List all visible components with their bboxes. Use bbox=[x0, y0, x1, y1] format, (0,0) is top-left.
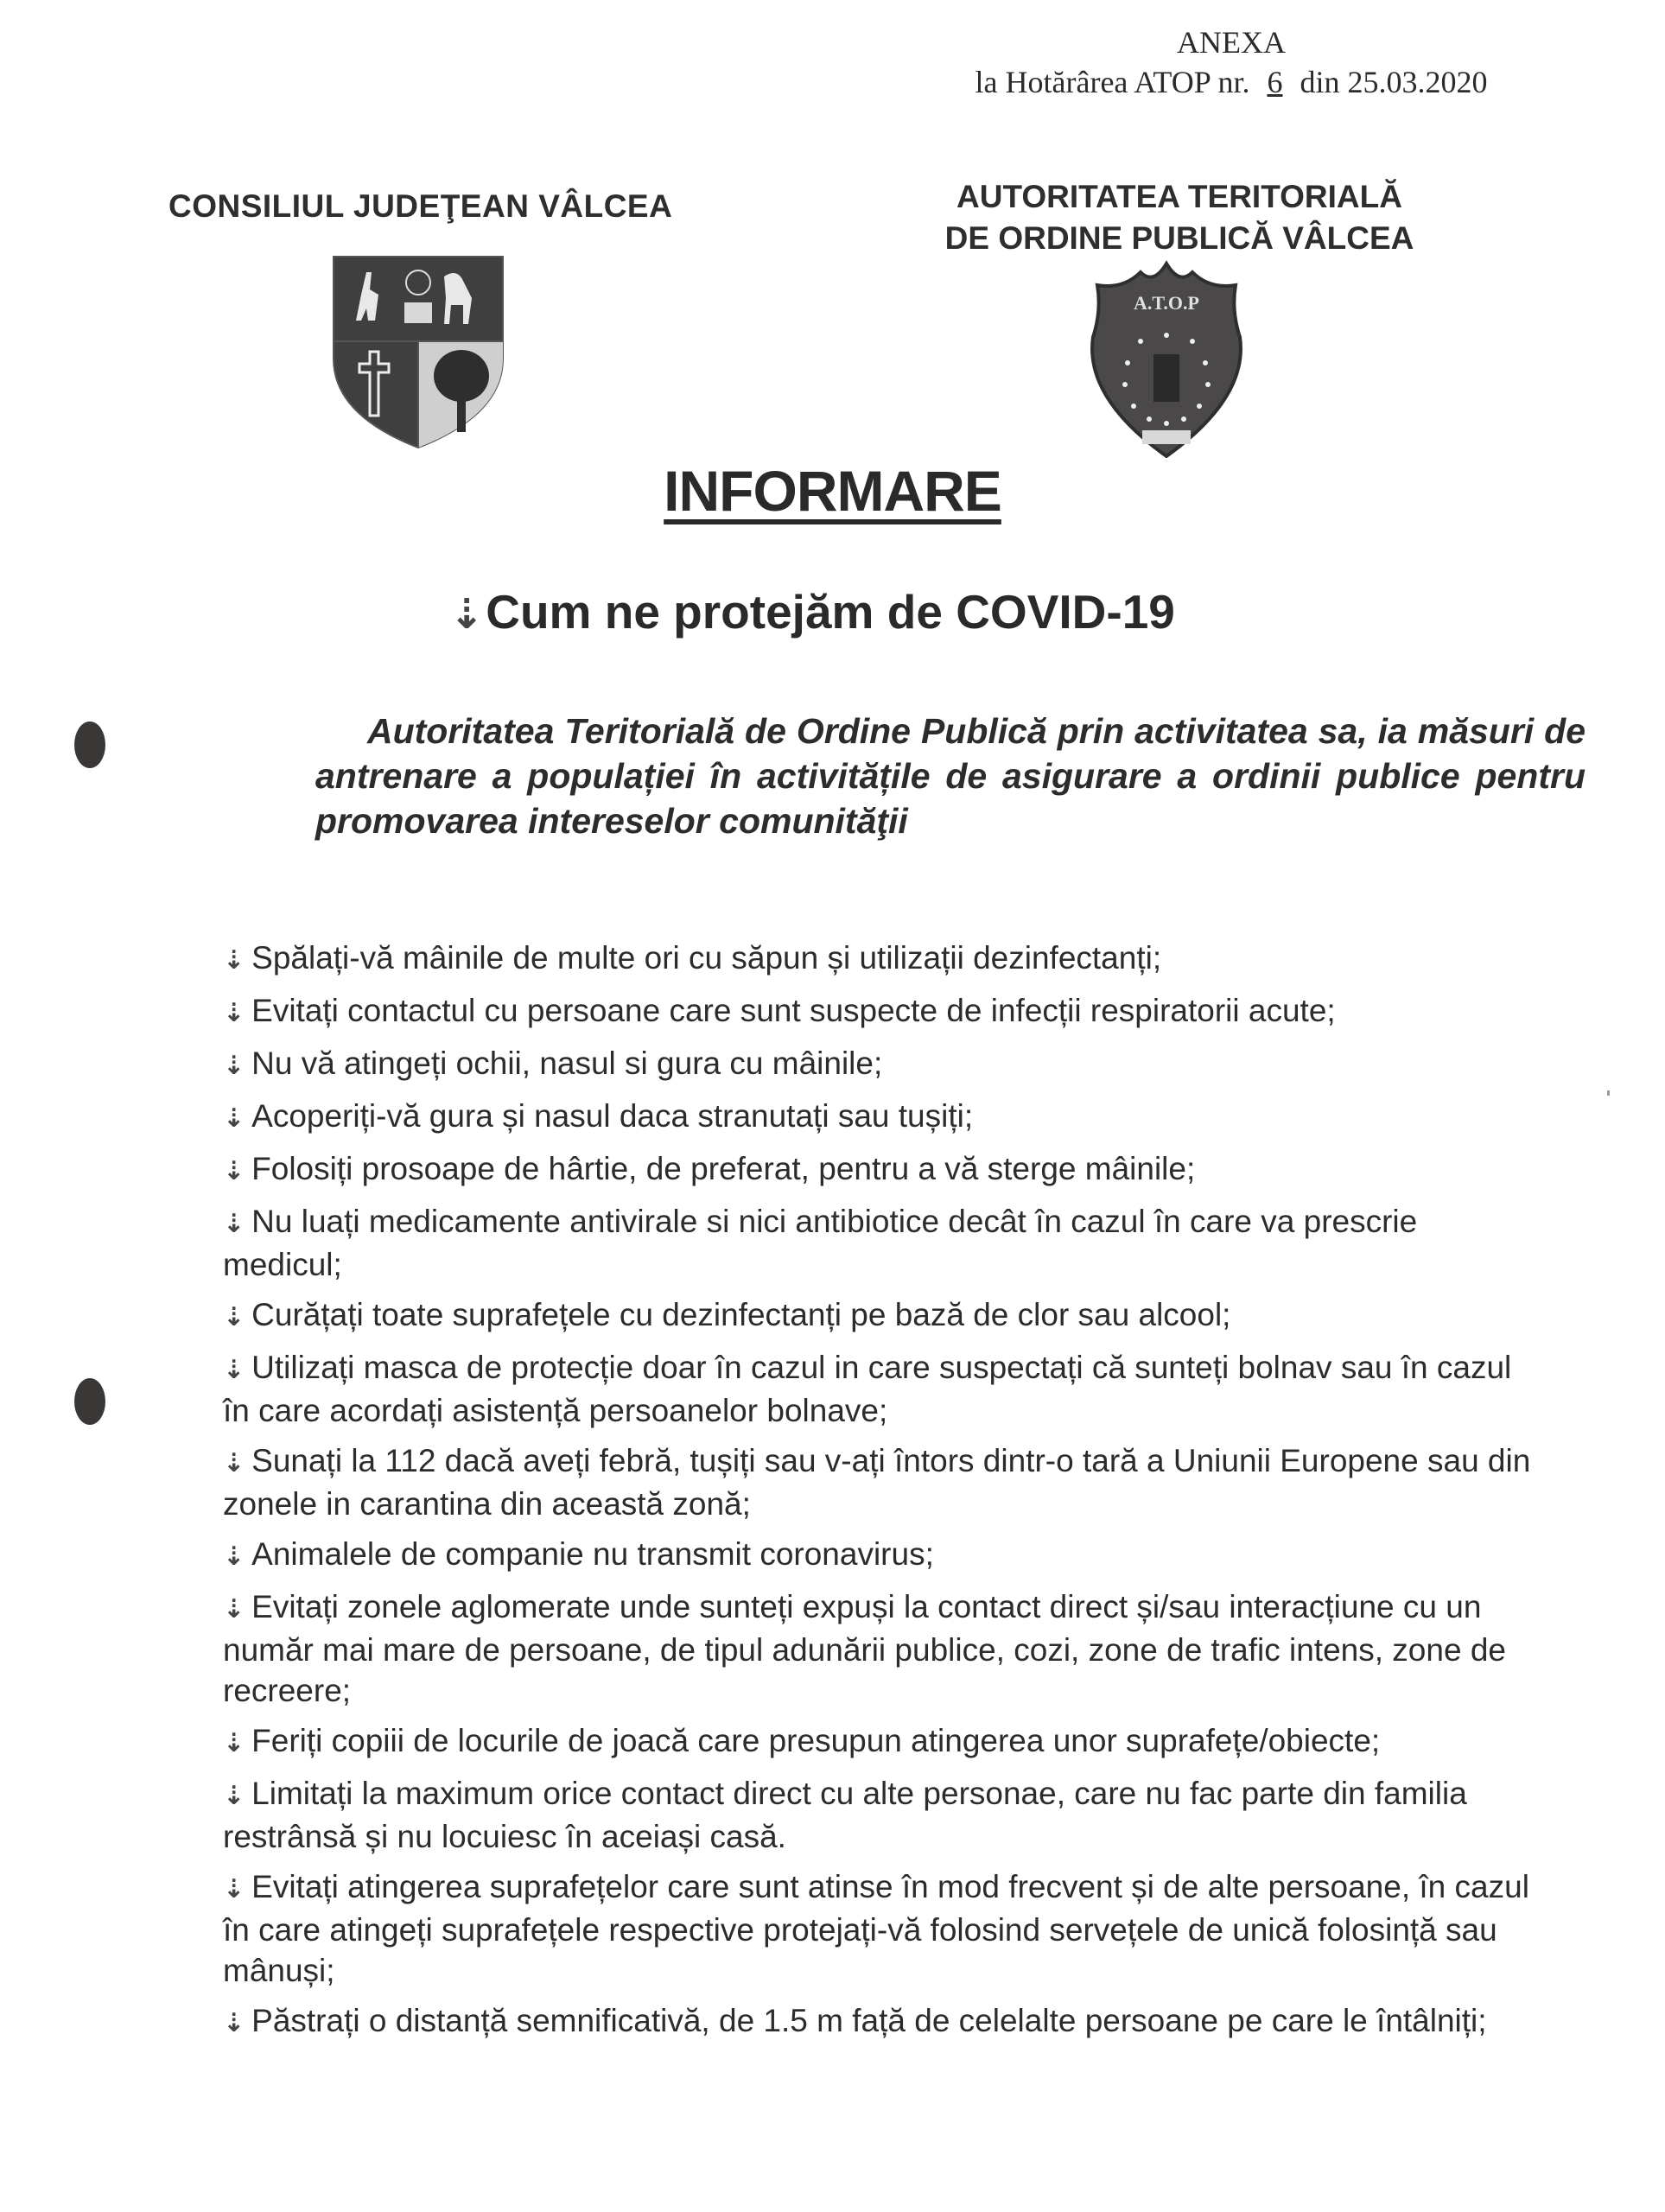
intro-paragraph: Autoritatea Teritorială de Ordine Publică prin activitatea sa, ia măsuri de antrenare a populației în activitățile de asigurare a ordinii publice pentru promovarea intereselor comunităţii bbox=[315, 711, 1586, 841]
document-title-text: INFORMARE bbox=[664, 459, 1001, 523]
recommendations-list bbox=[223, 938, 1536, 2053]
list-item-text: Nu luați medicamente antivirale si nici antibiotice decât în cazul în care va prescrie medicul; bbox=[223, 1204, 1418, 1282]
list-item-text: Acoperiți-vă gura și nasul daca stranutați sau tușiți; bbox=[251, 1098, 974, 1134]
document-subtitle bbox=[449, 584, 1313, 639]
list-item bbox=[223, 2000, 1536, 2044]
list-item bbox=[223, 1347, 1536, 1431]
list-item-text: Evitați atingerea suprafețelor care sunt atinse în mod frecvent și de alte persoane, în cazul în care atingeți suprafețele respective protejați-vă folosind servețele de unică folosință sau mânuși; bbox=[223, 1869, 1529, 1988]
arrow-down-icon: ⇣ bbox=[223, 1210, 245, 1238]
annex-ref-suffix: din 25.03.2020 bbox=[1300, 65, 1488, 99]
arrow-down-icon: ⇣ bbox=[223, 1157, 245, 1185]
list-item bbox=[223, 1148, 1536, 1192]
list-item-text: Sunați la 112 dacă aveți febră, tușiți sau v-ați întors dintr-o tară a Uniunii Europene sau din zonele in carantina din această zonă; bbox=[223, 1443, 1531, 1522]
list-item bbox=[223, 1096, 1536, 1139]
annex-ref-number: 6 bbox=[1267, 65, 1283, 99]
subtitle-text: Cum ne protejăm de COVID-19 bbox=[486, 585, 1175, 639]
list-item-text: Folosiți prosoape de hârtie, de preferat, pentru a vă sterge mâinile; bbox=[251, 1151, 1196, 1186]
list-item-text: Păstrați o distanță semnificativă, de 1.5 m față de celelalte persoane pe care le întâlniți; bbox=[251, 2003, 1487, 2038]
atop-name-line1: AUTORITATEA TERITORIALĂ bbox=[956, 179, 1402, 214]
arrow-down-icon: ⇣ bbox=[223, 946, 245, 975]
list-item bbox=[223, 1720, 1536, 1764]
arrow-down-icon: ⇣ bbox=[223, 1303, 245, 1332]
list-item-text: Feriți copiii de locurile de joacă care presupun atingerea unor suprafețe/obiecte; bbox=[251, 1723, 1381, 1758]
punch-hole bbox=[74, 1378, 105, 1425]
scan-speck bbox=[1607, 1090, 1610, 1096]
badge-text: A.T.O.P bbox=[1134, 292, 1199, 314]
arrow-down-icon: ⇣ bbox=[223, 1104, 245, 1133]
arrow-down-icon: ⇣ bbox=[223, 1782, 245, 1810]
list-item-text: Limitați la maximum orice contact direct cu alte personae, care nu fac parte din familia restrânsă și nu locuiesc în aceiași casă. bbox=[223, 1776, 1467, 1854]
arrow-down-icon: ⇣ bbox=[223, 1449, 245, 1478]
list-item-text: Spălați-vă mâinile de multe ori cu săpun și utilizații dezinfectanți; bbox=[251, 940, 1162, 976]
arrow-down-icon: ⇣ bbox=[223, 1542, 245, 1571]
atop-badge-icon bbox=[1080, 259, 1253, 458]
list-item bbox=[223, 1586, 1536, 1711]
atop-name-line2: DE ORDINE PUBLICĂ VÂLCEA bbox=[944, 220, 1414, 256]
list-item-text: Curățați toate suprafețele cu dezinfectanți pe bază de clor sau alcool; bbox=[251, 1297, 1231, 1332]
list-item-text: Evitați contactul cu persoane care sunt suspecte de infecții respiratorii acute; bbox=[251, 993, 1336, 1028]
coat-of-arms-icon bbox=[332, 255, 505, 449]
list-item bbox=[223, 1866, 1536, 1991]
list-item bbox=[223, 1773, 1536, 1857]
list-item-text: Utilizați masca de protecție doar în cazul in care suspectați că sunteți bolnav sau în cazul în care acordați asistență persoanelor bolnave; bbox=[223, 1350, 1512, 1428]
arrow-down-icon: ⇣ bbox=[223, 1052, 245, 1080]
annex-title: ANEXA bbox=[1177, 25, 1286, 60]
arrow-down-icon: ⇣ bbox=[223, 1875, 245, 1904]
arrow-down-icon: ⇣ bbox=[223, 1729, 245, 1758]
list-item bbox=[223, 1043, 1536, 1086]
list-item-text: Nu vă atingeți ochii, nasul si gura cu mâinile; bbox=[251, 1046, 883, 1081]
list-item bbox=[223, 1440, 1536, 1524]
annex-header bbox=[937, 22, 1525, 102]
punch-hole bbox=[74, 721, 105, 768]
list-item bbox=[223, 1294, 1536, 1338]
county-council-name: CONSILIUL JUDEŢEAN VÂLCEA bbox=[168, 188, 673, 224]
annex-reference bbox=[937, 62, 1525, 102]
document-title bbox=[0, 458, 1665, 524]
list-item-text: Animalele de companie nu transmit coronavirus; bbox=[251, 1536, 934, 1572]
list-item bbox=[223, 1534, 1536, 1577]
arrow-down-icon: ⇣ bbox=[223, 999, 245, 1027]
atop-name bbox=[890, 176, 1469, 259]
list-item bbox=[223, 990, 1536, 1033]
arrow-down-icon: ⇣ bbox=[223, 2009, 245, 2037]
list-item bbox=[223, 1201, 1536, 1285]
arrow-down-icon: ⇣ bbox=[449, 592, 485, 638]
arrow-down-icon: ⇣ bbox=[223, 1595, 245, 1624]
annex-ref-prefix: la Hotărârea ATOP nr. bbox=[975, 65, 1250, 99]
arrow-down-icon: ⇣ bbox=[223, 1356, 245, 1384]
list-item-text: Evitați zonele aglomerate unde sunteți expuși la contact direct și/sau interacțiune cu un număr mai mare de persoane, de tipul adunării publice, cozi, zone de trafic intens, zone de recreere; bbox=[223, 1589, 1506, 1708]
list-item bbox=[223, 938, 1536, 981]
